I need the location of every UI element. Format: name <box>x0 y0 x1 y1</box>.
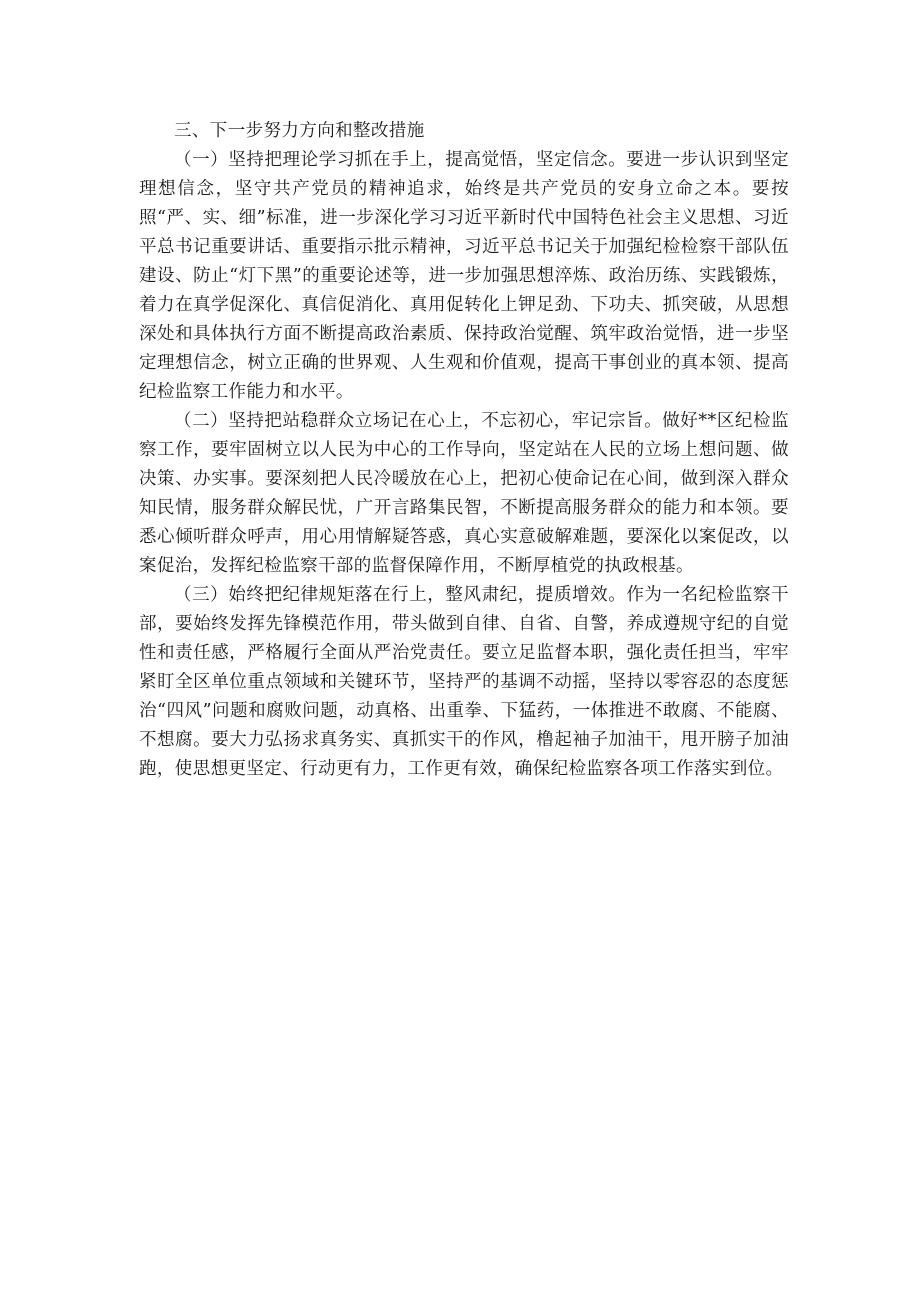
section-heading: 三、下一步努力方向和整改措施 <box>174 121 425 141</box>
paragraph-1: （一）坚持把理论学习抓在手上，提高觉悟，坚定信念。要进一步认识到坚定理想信念，坚守共产党员的精神追求，始终是共产党员的安身立命之本。要按照“严、实、细”标准，进一步深化学习习近平新时代中国特色社会主义思想、习近平总书记重要讲话、重要指示批示精神，习近平总书记关于加强纪检检察干部队伍建设、防止“灯下黑”的重要论述等，进一步加强思想淬炼、政治历练、实践锻炼，着力在真学促深化、真信促消化、真用促转化上钾足劲、下功夫、抓突破，从思想深处和具体执行方面不断提高政治素质、保持政治觉醒、筑牢政治觉悟，进一步坚定理想信念，树立正确的世界观、人生观和价值观，提高干事创业的真本领、提高纪检监察工作能力和水平。 <box>139 150 789 402</box>
document-body <box>139 117 789 784</box>
paragraph-3: （三）始终把纪律规矩落在行上，整风肃纪，提质增效。作为一名纪检监察干部，要始终发挥先锋模范作用，带头做到自律、自省、自警，养成遵规守纪的自觉性和责任感，严格履行全面从严治党责任。要立足监督本职，强化责任担当，牢牢紧盯全区单位重点领域和关键环节，坚持严的基调不动摇，坚持以零容忍的态度惩治“四风”问题和腐败问题，动真格、出重拳、下猛药，一体推进不敢腐、不能腐、不想腐。要大力弘扬求真务实、真抓实干的作风，橹起袖子加油干，甩开膀子加油跑，使思想更坚定、行动更有力，工作更有效，确保纪检监察各项工作落实到位。 <box>139 585 789 779</box>
paragraph-2: （二）坚持把站稳群众立场记在心上，不忘初心，牢记宗旨。做好**区纪检监察工作，要牢固树立以人民为中心的工作导向，坚定站在人民的立场上想问题、做决策、办实事。要深刻把人民冷暖放在心上，把初心使命记在心间，做到深入群众知民情，服务群众解民忧，广开言路集民智，不断提高服务群众的能力和本领。要悉心倾听群众呼声，用心用情解疑答惑，真心实意破解难题，要深化以案促改，以案促治，发挥纪检监察干部的监督保障作用，不断厚植党的执政根基。 <box>139 411 789 576</box>
